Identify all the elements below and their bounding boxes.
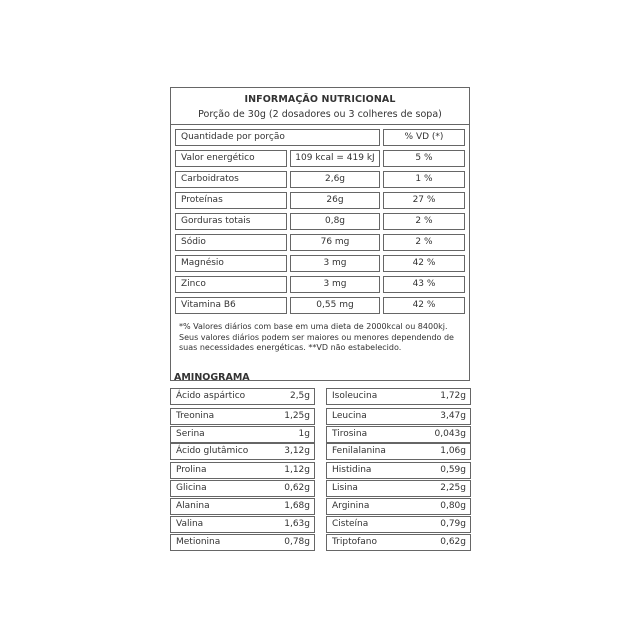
amino-value: 0,79g [440, 519, 466, 529]
amino-row [326, 480, 471, 497]
nutrient-amount: 0,55 mg [290, 297, 380, 314]
amino-name: Fenilalanina [332, 446, 386, 456]
amino-name: Metionina [176, 537, 221, 547]
amino-row [170, 443, 315, 460]
amino-name: Prolina [176, 465, 207, 475]
amino-value: 1,06g [440, 446, 466, 456]
amino-name: Lisina [332, 483, 358, 493]
amino-value: 2,5g [289, 391, 310, 401]
serving-size: Porção de 30g (2 dosadores ou 3 colheres de sopa) [198, 109, 442, 120]
amino-name: Isoleucina [332, 391, 378, 401]
nutrition-row [175, 213, 465, 230]
nutrition-row [175, 171, 465, 188]
divider [171, 124, 469, 125]
amino-name: Leucina [332, 411, 367, 421]
nutrient-dv: 1 % [383, 171, 465, 188]
amino-row [170, 498, 315, 515]
amino-name: Treonina [176, 411, 215, 421]
footnote-line: suas necessidades energéticas. **VD não estabelecido. [179, 343, 402, 352]
nutrient-amount: 0,8g [290, 213, 380, 230]
nutrient-name: Gorduras totais [175, 213, 287, 230]
amino-value: 2,25g [440, 483, 466, 493]
amino-value: 1,12g [284, 465, 310, 475]
amino-row [170, 462, 315, 479]
nutrient-amount: 3 mg [290, 276, 380, 293]
nutrition-facts-panel [170, 87, 470, 381]
amino-row [170, 534, 315, 551]
amino-row [170, 516, 315, 533]
nutrient-amount: 109 kcal = 419 kJ [290, 150, 380, 167]
footnote-line: *% Valores diários com base em uma dieta de 2000kcal ou 8400kj. [179, 322, 448, 331]
amino-name: Histidina [332, 465, 372, 475]
amino-row [326, 534, 471, 551]
footnote [179, 322, 469, 354]
nutrient-amount: 26g [290, 192, 380, 209]
amino-row [170, 388, 315, 405]
amino-row [326, 516, 471, 533]
footnote-line: Seus valores diários podem ser maiores ou menores dependendo de [179, 332, 454, 342]
amino-row [170, 426, 315, 443]
amino-value: 3,12g [284, 446, 310, 456]
nutrient-name: Sódio [175, 234, 287, 251]
nutrient-dv: 42 % [383, 297, 465, 314]
amino-value: 0,78g [284, 537, 310, 547]
amino-value: 1,25g [284, 411, 310, 421]
header-quantity-label: Quantidade por porção [175, 129, 380, 146]
amino-name: Cisteína [332, 519, 369, 529]
amino-value: 0,043g [434, 429, 466, 439]
nutrition-row [175, 276, 465, 293]
nutrient-dv: 5 % [383, 150, 465, 167]
nutrition-row [175, 192, 465, 209]
amino-name: Arginina [332, 501, 370, 511]
nutrient-amount: 76 mg [290, 234, 380, 251]
amino-value: 1g [298, 429, 310, 439]
amino-name: Glicina [176, 483, 207, 493]
amino-row [326, 408, 471, 425]
amino-row [326, 388, 471, 405]
amino-value: 1,63g [284, 519, 310, 529]
amino-name: Serina [176, 429, 205, 439]
nutrient-dv: 27 % [383, 192, 465, 209]
nutrient-name: Zinco [175, 276, 287, 293]
amino-name: Valina [176, 519, 204, 529]
amino-value: 3,47g [440, 411, 466, 421]
amino-value: 1,68g [284, 501, 310, 511]
amino-row [170, 480, 315, 497]
amino-value: 0,80g [440, 501, 466, 511]
nutrition-row [175, 255, 465, 272]
nutrition-header-row [175, 129, 465, 146]
amino-row [170, 408, 315, 425]
nutrient-dv: 2 % [383, 213, 465, 230]
nutrient-dv: 2 % [383, 234, 465, 251]
nutrition-row [175, 150, 465, 167]
nutrient-name: Carboidratos [175, 171, 287, 188]
nutrient-name: Magnésio [175, 255, 287, 272]
nutrient-name: Vitamina B6 [175, 297, 287, 314]
amino-name: Ácido aspártico [176, 391, 246, 401]
nutrition-title: INFORMAÇÃO NUTRICIONAL [244, 94, 396, 105]
nutrient-dv: 42 % [383, 255, 465, 272]
amino-row [326, 426, 471, 443]
nutrient-amount: 2,6g [290, 171, 380, 188]
amino-row [326, 498, 471, 515]
nutrient-dv: 43 % [383, 276, 465, 293]
amino-value: 0,62g [284, 483, 310, 493]
nutrient-name: Valor energético [175, 150, 287, 167]
header-dv-label: % VD (*) [383, 129, 465, 146]
aminogram-title: AMINOGRAMA [174, 372, 250, 383]
nutrient-name: Proteínas [175, 192, 287, 209]
amino-value: 0,59g [440, 465, 466, 475]
amino-name: Tirosina [332, 429, 368, 439]
nutrient-amount: 3 mg [290, 255, 380, 272]
amino-value: 0,62g [440, 537, 466, 547]
amino-name: Triptofano [332, 537, 378, 547]
amino-value: 1,72g [440, 391, 466, 401]
amino-name: Alanina [176, 501, 210, 511]
nutrition-row [175, 297, 465, 314]
amino-row [326, 462, 471, 479]
amino-name: Ácido glutâmico [176, 446, 249, 456]
nutrition-row [175, 234, 465, 251]
amino-row [326, 443, 471, 460]
